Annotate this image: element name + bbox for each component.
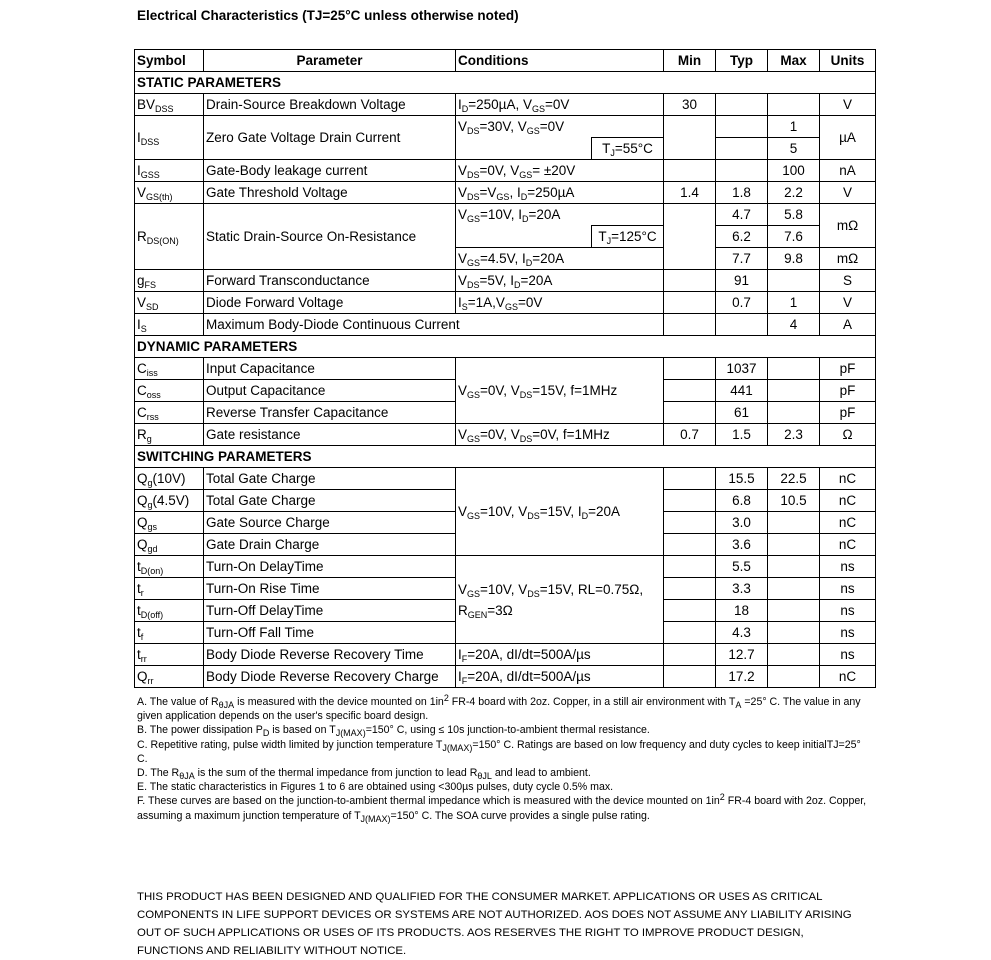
- table-row: [135, 644, 876, 666]
- cell-units: ns: [820, 578, 876, 600]
- cell-typ: 15.5: [716, 468, 768, 490]
- cell-typ: 18: [716, 600, 768, 622]
- cell-symbol: $Q_g(4.5V)$: [135, 490, 204, 512]
- cell-max: 22.5: [768, 468, 820, 490]
- cell-typ: 3.0: [716, 512, 768, 534]
- header-max: Max: [768, 50, 820, 72]
- cell-typ: 3.6: [716, 534, 768, 556]
- footnote: E. The static characteristics in Figures 1 to 6 are obtained using <300µs pulses, duty cycle 0.5% max.: [137, 781, 614, 794]
- cell-parameter: Maximum Body-Diode Continuous Current: [204, 314, 664, 336]
- cell-typ: 1.5: [716, 424, 768, 446]
- cell-parameter: Static Drain-Source On-Resistance: [204, 204, 456, 270]
- footnotes: [137, 695, 867, 823]
- cell-min: [664, 292, 716, 314]
- cell-units: ns: [820, 622, 876, 644]
- cell-parameter: Gate Threshold Voltage: [204, 182, 456, 204]
- cell-max: 2.3: [768, 424, 820, 446]
- cell-units: pF: [820, 358, 876, 380]
- cell-max: [768, 622, 820, 644]
- cell-max: [768, 644, 820, 666]
- cell-symbol: $Q_{gd}$: [135, 534, 204, 556]
- page-title: Electrical Characteristics (TJ=25°C unless otherwise noted): [137, 8, 519, 23]
- cell-units: pF: [820, 380, 876, 402]
- cell-symbol: $C_{oss}$: [135, 380, 204, 402]
- footnote: D. The $R_{\theta JA}$ is the sum of the thermal impedance from junction to lead $R_{\theta JL}$ and lead to ambient.: [137, 767, 591, 782]
- cell-parameter: Gate resistance: [204, 424, 456, 446]
- cell-parameter: Gate-Body leakage current: [204, 160, 456, 182]
- cell-min: [664, 600, 716, 622]
- cell-min: [664, 490, 716, 512]
- cell-typ: [716, 138, 768, 160]
- table-row: [135, 160, 876, 182]
- cell-min: [664, 666, 716, 688]
- cell-symbol: $g_{FS}$: [135, 270, 204, 292]
- cell-max: 9.8: [768, 248, 820, 270]
- switch-conditions-line2: $R_{GEN}=3\Omega$: [458, 602, 513, 620]
- cell-parameter: Output Capacitance: [204, 380, 456, 402]
- cell-units: mΩ: [820, 204, 876, 248]
- cell-units: nA: [820, 160, 876, 182]
- cell-parameter: Zero Gate Voltage Drain Current: [204, 116, 456, 160]
- cell-symbol: $Q_g(10V)$: [135, 468, 204, 490]
- cell-conditions: $V_{GS}=10V$, $I_D=20A$: [456, 204, 664, 226]
- table-row: [135, 424, 876, 446]
- cell-max: 1: [768, 116, 820, 138]
- cell-units: mΩ: [820, 248, 876, 270]
- table-row: [135, 314, 876, 336]
- cell-conditions: $I_D=250\mu A$, $V_{GS}=0V$: [456, 94, 664, 116]
- cell-max: 10.5: [768, 490, 820, 512]
- cell-typ: [716, 94, 768, 116]
- disclaimer-line: COMPONENTS IN LIFE SUPPORT DEVICES OR SYSTEMS ARE NOT AUTHORIZED. AOS DOES NOT ASSUME ANY LIABILITY ARISING: [137, 909, 852, 921]
- cell-conditions: $V_{DS}=30V$, $V_{GS}=0V$: [456, 116, 664, 138]
- table-row: [135, 94, 876, 116]
- cell-typ: 17.2: [716, 666, 768, 688]
- section-static: STATIC PARAMETERS: [135, 72, 876, 94]
- cell-units: ns: [820, 644, 876, 666]
- header-min: Min: [664, 50, 716, 72]
- cell-symbol: $t_r$: [135, 578, 204, 600]
- cell-typ: 1037: [716, 358, 768, 380]
- cell-parameter: Forward Transconductance: [204, 270, 456, 292]
- cell-symbol: $R_{DS(ON)}$: [135, 204, 204, 270]
- cell-conditions: $V_{GS}=0V$, $V_{DS}=15V$, f=1MHz: [456, 358, 664, 424]
- cell-typ: 6.8: [716, 490, 768, 512]
- footnote: A. The value of $R_{\theta JA}$ is measured with the device mounted on $1in^2$ FR-4 board with 2oz. Copper, in a still air environment with $T_A =25^\circ$ C. The value in any given application depends on the user's specific board design.: [137, 693, 861, 723]
- cell-symbol: $V_{SD}$: [135, 292, 204, 314]
- cell-parameter: Total Gate Charge: [204, 468, 456, 490]
- cell-typ: 4.7: [716, 204, 768, 226]
- cell-typ: [716, 160, 768, 182]
- disclaimer-line: THIS PRODUCT HAS BEEN DESIGNED AND QUALIFIED FOR THE CONSUMER MARKET. APPLICATIONS OR USES AS CRITICAL: [137, 891, 823, 903]
- cell-max: [768, 556, 820, 578]
- cell-parameter: Drain-Source Breakdown Voltage: [204, 94, 456, 116]
- table-row: [135, 292, 876, 314]
- cell-units: nC: [820, 666, 876, 688]
- cell-conditions: $V_{DS}=V_{GS}$, $I_D=250\mu A$: [456, 182, 664, 204]
- cell-max: 1: [768, 292, 820, 314]
- table-row: [135, 182, 876, 204]
- header-parameter: Parameter: [204, 50, 456, 72]
- cell-conditions: $I_S=1A,V_{GS}=0V$: [456, 292, 664, 314]
- disclaimer: [137, 888, 877, 960]
- cell-symbol: $C_{rss}$: [135, 402, 204, 424]
- cell-units: V: [820, 182, 876, 204]
- cell-conditions: $I_F=20A$, dI/dt=500A/µs: [456, 666, 664, 688]
- cell-max: 5: [768, 138, 820, 160]
- cell-symbol: $BV_{DSS}$: [135, 94, 204, 116]
- cell-max: [768, 600, 820, 622]
- cell-min: 30: [664, 94, 716, 116]
- cell-parameter: Turn-On Rise Time: [204, 578, 456, 600]
- cell-conditions: $V_{GS}=10V$, $V_{DS}=15V$, $I_D=20A$: [456, 468, 664, 556]
- cell-min: 1.4: [664, 182, 716, 204]
- cell-conditions: $V_{GS}=4.5V$, $I_D=20A$: [456, 248, 664, 270]
- cell-typ: 0.7: [716, 292, 768, 314]
- cell-min: [664, 358, 716, 380]
- cell-max: [768, 358, 820, 380]
- table-header-row: [135, 50, 876, 72]
- cell-symbol: $R_g$: [135, 424, 204, 446]
- cell-typ: 6.2: [716, 226, 768, 248]
- footnote: F. These curves are based on the junction-to-ambient thermal impedance which is measured with the device mounted on $1in^2$ FR-4 board with 2oz. Copper, assuming a maximum junction temperature of $T_{J(MAX)}=150^\circ$ C. The SOA curve provides a single pulse rating.: [137, 792, 867, 824]
- cell-parameter: Turn-Off DelayTime: [204, 600, 456, 622]
- cell-min: [664, 160, 716, 182]
- cell-tj-condition: $T_J=125^\circ C$: [592, 226, 664, 248]
- cell-max: [768, 94, 820, 116]
- cell-units: nC: [820, 490, 876, 512]
- cell-parameter: Input Capacitance: [204, 358, 456, 380]
- cell-typ: 61: [716, 402, 768, 424]
- cell-min: [664, 512, 716, 534]
- cell-typ: 91: [716, 270, 768, 292]
- table-row: [135, 666, 876, 688]
- cell-conditions: $V_{GS}=0V$, $V_{DS}=0V$, f=1MHz: [456, 424, 664, 446]
- cell-parameter: Gate Drain Charge: [204, 534, 456, 556]
- cell-units: S: [820, 270, 876, 292]
- cell-conditions: $V_{DS}=5V$, $I_D=20A$: [456, 270, 664, 292]
- cell-max: 4: [768, 314, 820, 336]
- cell-units: ns: [820, 556, 876, 578]
- cell-symbol: $V_{GS(th)}$: [135, 182, 204, 204]
- cell-units: ns: [820, 600, 876, 622]
- cell-max: [768, 666, 820, 688]
- cell-max: 5.8: [768, 204, 820, 226]
- disclaimer-line: FUNCTIONS AND RELIABILITY WITHOUT NOTICE.: [137, 945, 407, 957]
- cell-units: V: [820, 94, 876, 116]
- cell-conditions-blank: [456, 226, 592, 248]
- footnote: C. Repetitive rating, pulse width limited by junction temperature $T_{J(MAX)}=150^\circ$ C. Ratings are based on low frequency and duty cycles to keep initialTJ=25° C.: [137, 738, 861, 765]
- cell-symbol: $t_{D(on)}$: [135, 556, 204, 578]
- cell-parameter: Body Diode Reverse Recovery Charge: [204, 666, 456, 688]
- cell-min: [664, 314, 716, 336]
- cell-min: [664, 116, 716, 160]
- cell-max: 100: [768, 160, 820, 182]
- cell-typ: [716, 116, 768, 138]
- cell-symbol: $t_{D(off)}$: [135, 600, 204, 622]
- section-row: [135, 446, 876, 468]
- cell-max: [768, 512, 820, 534]
- cell-symbol: $I_S$: [135, 314, 204, 336]
- cell-min: [664, 380, 716, 402]
- cell-min: [664, 204, 716, 270]
- cell-parameter: Turn-On DelayTime: [204, 556, 456, 578]
- cell-min: [664, 270, 716, 292]
- cell-typ: 5.5: [716, 556, 768, 578]
- cell-max: [768, 578, 820, 600]
- cell-units: nC: [820, 512, 876, 534]
- cell-min: [664, 556, 716, 578]
- cell-symbol: $t_{rr}$: [135, 644, 204, 666]
- cell-min: [664, 468, 716, 490]
- header-symbol: Symbol: [135, 50, 204, 72]
- cell-conditions: $I_F=20A$, dI/dt=500A/µs: [456, 644, 664, 666]
- table-row: [135, 116, 876, 138]
- cell-max: [768, 534, 820, 556]
- table-row: [135, 270, 876, 292]
- cell-max: 2.2: [768, 182, 820, 204]
- cell-max: [768, 380, 820, 402]
- section-switching: SWITCHING PARAMETERS: [135, 446, 876, 468]
- cell-units: nC: [820, 468, 876, 490]
- section-dynamic: DYNAMIC PARAMETERS: [135, 336, 876, 358]
- cell-symbol: $t_f$: [135, 622, 204, 644]
- table-row: [135, 556, 876, 578]
- table-row: [135, 468, 876, 490]
- cell-parameter: Gate Source Charge: [204, 512, 456, 534]
- cell-min: [664, 534, 716, 556]
- disclaimer-line: OUT OF SUCH APPLICATIONS OR USES OF ITS PRODUCTS. AOS RESERVES THE RIGHT TO IMPROVE PRODUCT DESIGN,: [137, 927, 804, 939]
- section-row: [135, 336, 876, 358]
- cell-units: nC: [820, 534, 876, 556]
- cell-min: [664, 622, 716, 644]
- table-row: [135, 358, 876, 380]
- header-units: Units: [820, 50, 876, 72]
- header-typ: Typ: [716, 50, 768, 72]
- cell-max: [768, 402, 820, 424]
- footnote: B. The power dissipation $P_D$ is based on $T_{J(MAX)}=150^\circ$ C, using ≤ 10s junction-to-ambient thermal resistance.: [137, 724, 650, 739]
- cell-typ: 441: [716, 380, 768, 402]
- cell-parameter: Reverse Transfer Capacitance: [204, 402, 456, 424]
- cell-typ: 12.7: [716, 644, 768, 666]
- switch-conditions-line1: $V_{GS}=10V$, $V_{DS}=15V$, RL=0.75Ω,: [458, 581, 644, 599]
- cell-typ: [716, 314, 768, 336]
- cell-units: µA: [820, 116, 876, 160]
- cell-symbol: $I_{GSS}$: [135, 160, 204, 182]
- cell-conditions: [456, 556, 664, 644]
- header-conditions: Conditions: [456, 50, 664, 72]
- cell-symbol: $I_{DSS}$: [135, 116, 204, 160]
- section-row: [135, 72, 876, 94]
- cell-units: A: [820, 314, 876, 336]
- cell-parameter: Body Diode Reverse Recovery Time: [204, 644, 456, 666]
- cell-conditions: $V_{DS}=0V$, $V_{GS}= \pm 20V$: [456, 160, 664, 182]
- cell-typ: 3.3: [716, 578, 768, 600]
- cell-parameter: Diode Forward Voltage: [204, 292, 456, 314]
- cell-units: pF: [820, 402, 876, 424]
- cell-min: [664, 402, 716, 424]
- cell-tj-condition: $T_J=55^\circ C$: [592, 138, 664, 160]
- cell-parameter: Turn-Off Fall Time: [204, 622, 456, 644]
- cell-min: 0.7: [664, 424, 716, 446]
- electrical-characteristics-table: [134, 49, 876, 688]
- cell-symbol: $Q_{gs}$: [135, 512, 204, 534]
- cell-symbol: $C_{iss}$: [135, 358, 204, 380]
- cell-min: [664, 644, 716, 666]
- cell-min: [664, 578, 716, 600]
- cell-typ: 4.3: [716, 622, 768, 644]
- table-row: [135, 204, 876, 226]
- cell-max: [768, 270, 820, 292]
- cell-parameter: Total Gate Charge: [204, 490, 456, 512]
- cell-units: V: [820, 292, 876, 314]
- cell-typ: 1.8: [716, 182, 768, 204]
- cell-symbol: $Q_{rr}$: [135, 666, 204, 688]
- cell-max: 7.6: [768, 226, 820, 248]
- cell-conditions-blank: [456, 138, 592, 160]
- cell-units: Ω: [820, 424, 876, 446]
- cell-typ: 7.7: [716, 248, 768, 270]
